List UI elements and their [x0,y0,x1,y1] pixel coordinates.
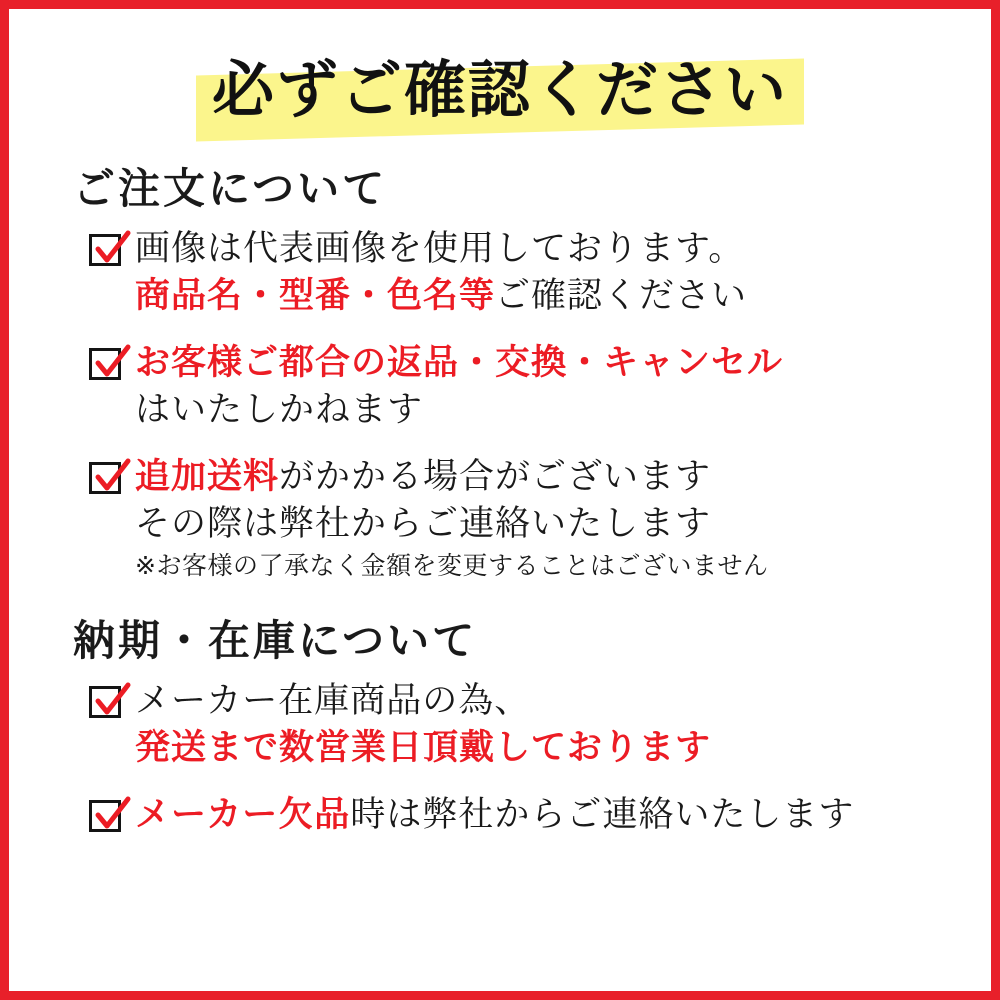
list-item-line: その際は弊社からご連絡いたします [135,503,712,544]
section-heading-delivery: 納期・在庫について [73,616,478,666]
check-mark-icon [92,229,132,269]
section-heading-orders: ご注文について [73,164,388,214]
list-item-text [135,454,955,582]
checkbox-checked-icon [89,800,125,836]
list-item-line [135,273,955,320]
list-item-line: お客様ご都合の返品・交換・キャンセル [135,343,784,384]
list-item-text [135,226,955,320]
emphasis-text: メーカー欠品 [135,795,351,836]
list-item-line: はいたしかねます [135,390,424,431]
list-item-line: 発送まで数営業日頂戴しております [135,728,712,769]
list-item [45,340,955,434]
border-bottom [0,991,1000,1000]
list-item-line: 画像は代表画像を使用しております。 [135,229,745,270]
check-mark-icon [92,343,132,383]
check-mark-icon [92,457,132,497]
list-item-line [135,454,955,501]
plain-text: がかかる場合がございます [279,457,712,497]
border-left [0,0,9,1000]
plain-text: 時は弊社からご連絡いたします [350,795,855,836]
border-right [991,0,1000,1000]
list-item-line [135,792,955,839]
checkbox-checked-icon [89,234,125,270]
list-item [45,678,955,772]
list-item-text [135,678,955,772]
check-mark-icon [92,795,132,835]
emphasis-text: 商品名・型番・色名等 [135,276,496,317]
list-item [45,226,955,320]
list-item-line: メーカー在庫商品の為、 [135,681,531,722]
title-block [45,53,955,130]
list-item [45,792,955,839]
list-item [45,454,955,582]
list-item-text [135,792,955,839]
check-mark-icon [92,681,132,721]
checkbox-checked-icon [89,348,125,384]
plain-text: ご確認ください [495,276,748,317]
checkbox-checked-icon [89,686,125,722]
page-title: 必ずご確認ください [196,53,804,130]
checkbox-checked-icon [89,462,125,498]
emphasis-text: 追加送料 [135,457,280,497]
list-item-note: ※お客様の了承なく金額を変更することはございません [135,550,769,580]
border-top [0,0,1000,9]
notice-page [9,9,991,991]
list-item-text [135,340,955,434]
